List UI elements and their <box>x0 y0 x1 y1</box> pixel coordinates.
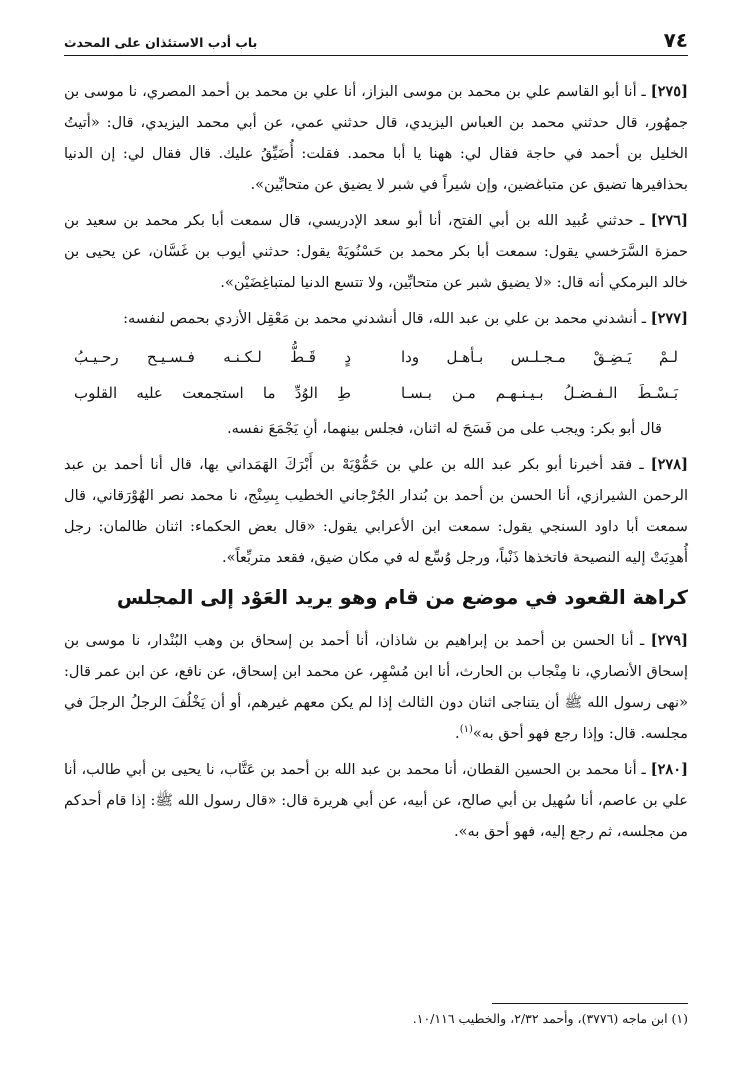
entry-text: ـ أنشدني محمد بن علي بن عبد الله، قال أنشدني محمد بن مَعْقِل الأزدي بحمص لنفسه: <box>123 310 651 327</box>
poem-line-2-first: بَـسْـطَ الـفـضـلُ بـيـنـهـم مـن بـسـا <box>401 384 678 402</box>
footnote-divider <box>492 1003 688 1004</box>
entry-number: [٢٧٧] <box>650 310 688 327</box>
entry-number: [٢٧٩] <box>650 632 688 649</box>
entry-277 <box>64 303 688 334</box>
running-head <box>64 28 688 56</box>
entry-280 <box>64 754 688 847</box>
page-number: ٧٤ <box>663 28 688 52</box>
entry-number: [٢٧٥] <box>650 83 688 100</box>
entry-text: ـ أنا أبو القاسم علي بن محمد بن موسى البزاز، أنا علي بن محمد بن أحمد المصري، نا موسى بن جمهُور، قال حدثني محمد بن العباس اليزيدي، قال حدثني عمي، عن أبي محمد اليزيدي، قال: «أتيتُ الخليل بن أحمد في حاجة فقال لي: ههنا يا أبا محمد. فقلت: أُضَيِّقُ عليك. قال فقال لي: إن الدنيا بحذافيرها تضيق عن متباغضين، وإن شيراً في شبر لا يضيق عن متحابِّين». <box>64 83 688 193</box>
entry-text: ـ أنا الحسن بن أحمد بن إبراهيم بن شاذان، أنا أحمد بن إسحاق بن وهب البُنْدار، نا موسى بن إسحاق الأنصاري، نا مِنْجاب بن الحارث، أنا ابن مُسْهِر، عن محمد ابن إسحاق، عن نافع، عن ابن عمر قال: «نهى رسول الله ﷺ أن يتناجى اثنان دون الثالث إذا لم يكن معهم غيرهم، أو أن يَخْلُفَ الرجلُ الرجلَ في مجلسه. قال: وإذا رجع فهو أحق به» <box>64 632 688 742</box>
entry-text: ـ حدثني عُبيد الله بن أبي الفتح، أنا أبو سعد الإدريسي، قال سمعت أبا بكر محمد بن سعيد بن حمزة السَّرَخسي يقول: سمعت أبا بكر محمد بن حَسْنُويَهْ يقول: حدثني أيوب بن غَسَّان، عن يحيى بن خالد البرمكي أنه قال: «لا يضيق شبر عن متحابِّين، ولا تتسع الدنيا لمتباغِضَيْن». <box>64 212 688 291</box>
poem-line-1-second: دٍ قَـطُّ لـكـنـه فـسـيـح رحـيـبُ <box>74 348 351 366</box>
entry-275 <box>64 76 688 200</box>
section-heading: كراهة القعود في موضع من قام وهو يريد العَوْد إلى المجلس <box>116 586 688 609</box>
poem-line-2-second: طِ الوُدِّ ما استجمعت عليه القلوب <box>74 384 351 402</box>
entry-number: [٢٨٠] <box>650 761 688 778</box>
entry-tail: . <box>455 725 460 742</box>
poem <box>74 339 678 411</box>
entry-number: [٢٧٦] <box>650 212 688 229</box>
footnote: (١) ابن ماجه (٣٧٧٦)، وأحمد ٢/٣٢، والخطيب ١٠/١١٦. <box>412 1011 688 1026</box>
entry-text: ـ أنا محمد بن الحسين القطان، أنا محمد بن عبد الله بن أحمد بن عَتَّاب، نا يحيى بن أبي طالب، أنا علي بن عاصم، أنا سُهيل بن أبي صالح، عن أبيه، عن أبي هريرة قال: «قال رسول الله ﷺ: إذا قام أحدكم من مجلسه، ثم رجع إليه، فهو أحق به». <box>64 761 688 840</box>
after-poem-comment: قال أبو بكر: ويجب على من فَسَحَ له اثنان، فجلس بينهما، أنِ يَجْمَعَ نفسه. <box>226 420 662 437</box>
entry-278 <box>64 449 688 573</box>
poem-line-1-first: لـمْ يَـضِـقْ مـجـلـس بـأهـل ودا <box>401 348 678 366</box>
entry-text: ـ فقد أخبرنا أبو بكر عبد الله بن علي بن حَمُّوْيَهْ بن أَبْرَكَ الهَمَداني بها، قال أنا أحمد بن عبد الرحمن الشيرازي، أنا الحسن بن أحمد بن بُندار الجُرْجاني الخطيب بِسِنْج، نا محمد نصر الهُوْرَقاني، قال سمعت أبا داود السنجي يقول: سمعت ابن الأعرابي يقول: «قال بعض الحكماء: اثنان ظالمان: رجل أُهدِيَتْ إليه النصيحة فاتخذها ذَنْباً، ورجل وُسِّع له في مكان ضيق، فقعد متربِّعاً». <box>64 456 688 566</box>
entry-279 <box>64 625 688 749</box>
chapter-title: باب أدب الاستئذان على المحدث <box>64 35 258 50</box>
main-text <box>64 76 688 847</box>
entry-number: [٢٧٨] <box>650 456 688 473</box>
entry-276 <box>64 205 688 298</box>
footnote-reference[interactable]: (١) <box>459 724 473 736</box>
